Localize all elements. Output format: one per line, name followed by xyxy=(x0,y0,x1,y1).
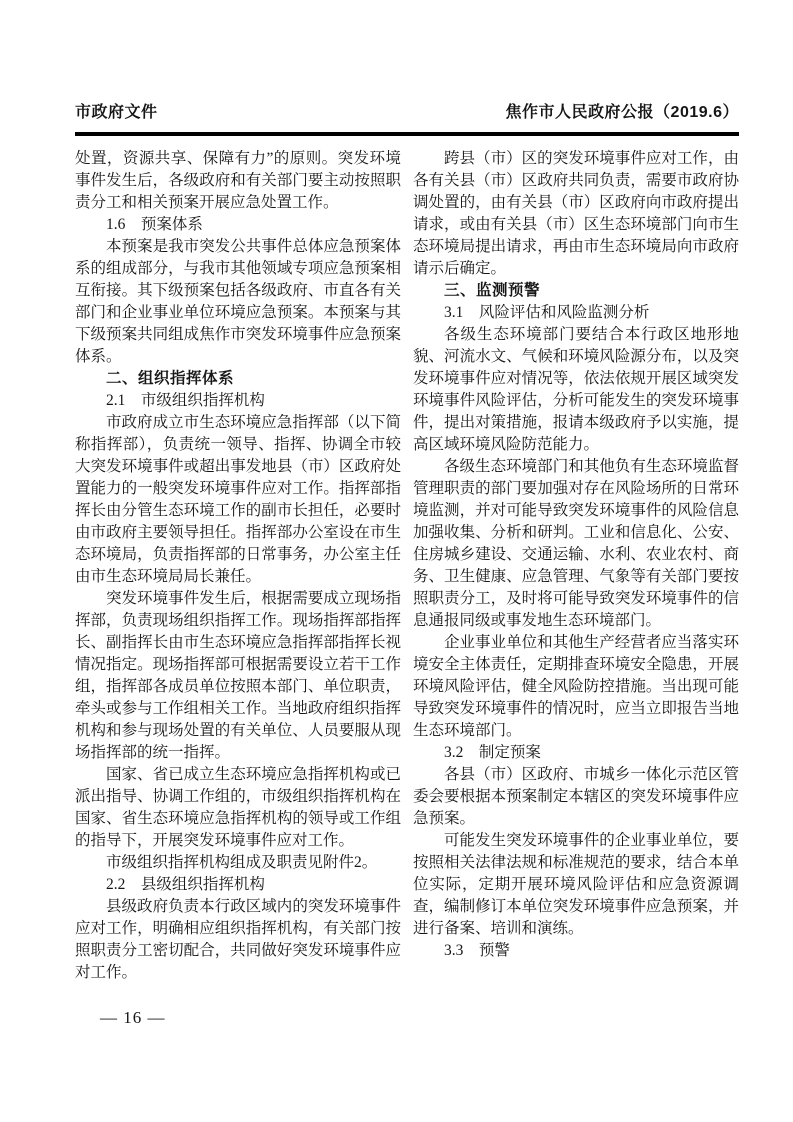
right-column xyxy=(413,148,739,962)
paragraph: 本预案是我市突发公共事件总体应急预案体系的组成部分，与我市其他领域专项应急预案相互衔接。其下级预案包括各级政府、市直各有关部门和企业事业单位环境应急预案。本预案与其下级预案共同组成焦作市突发环境事件应急预案体系。 xyxy=(75,238,401,365)
paragraph: 处置，资源共享、保障有力”的原则。突发环境事件发生后，各级政府和有关部门要主动按照职责分工和相关预案开展应急处置工作。 xyxy=(75,150,401,211)
paragraph: 市级组织指挥机构组成及职责见附件2。 xyxy=(106,854,378,871)
header-left-title: 市政府文件 xyxy=(75,104,158,121)
paragraph: 市政府成立市生态环境应急指挥部（以下简称指挥部），负责统一领导、指挥、协调全市较大突发环境事件或超出事发地县（市）区政府处置能力的一般突发环境事件应对工作。指挥部指挥长由分管生态环境工作的副市长担任，必要时由市政府主要领导担任。指挥部办公室设在市生态环境局，负责指挥部的日常事务，办公室主任由市生态环境局局长兼任。 xyxy=(75,414,401,585)
section-heading: 三、监测预警 xyxy=(444,282,541,299)
sub-heading: 1.6 预案体系 xyxy=(106,216,203,233)
header-divider xyxy=(75,132,739,136)
paragraph: 国家、省已成立生态环境应急指挥机构或已派出指导、协调工作组的，市级组织指挥机构在国家、省生态环境应急指挥机构的领导或工作组的指导下，开展突发环境事件应对工作。 xyxy=(75,766,401,849)
paragraph: 可能发生突发环境事件的企业事业单位，要按照相关法律法规和标准规范的要求，结合本单位实际，定期开展环境风险评估和应急资源调查，编制修订本单位突发环境事件应急预案，并进行备案、培训和演练。 xyxy=(413,832,739,937)
sub-heading: 2.1 市级组织指挥机构 xyxy=(106,392,265,409)
section-heading: 二、组织指挥体系 xyxy=(106,370,235,387)
page-number: — 16 — xyxy=(100,1008,166,1027)
paragraph: 县级政府负责本行政区域内的突发环境事件应对工作，明确相应组织指挥机构，有关部门按照职责分工密切配合，共同做好突发环境事件应对工作。 xyxy=(75,898,401,981)
sub-heading: 2.2 县级组织指挥机构 xyxy=(106,876,265,893)
page-header xyxy=(75,103,739,122)
paragraph: 跨县（市）区的突发环境事件应对工作，由各有关县（市）区政府共同负责，需要市政府协调处置的，由有关县（市）区政府向市政府提出请求，或由有关县（市）区生态环境部门向市生态环境局提出请求，再由市生态环境局向市政府请示后确定。 xyxy=(413,150,739,277)
paragraph: 各级生态环境部门和其他负有生态环境监督管理职责的部门要加强对存在风险场所的日常环境监测，并对可能导致突发环境事件的风险信息加强收集、分析和研判。工业和信息化、公安、住房城乡建设、交通运输、水利、农业农村、商务、卫生健康、应急管理、气象等有关部门要按照职责分工，及时将可能导致突发环境事件的信息通报同级或事发地生态环境部门。 xyxy=(413,458,739,629)
sub-heading: 3.3 预警 xyxy=(444,942,510,959)
sub-heading: 3.1 风险评估和风险监测分析 xyxy=(444,304,650,321)
left-column xyxy=(75,148,401,984)
header-right-title: 焦作市人民政府公报（2019.6） xyxy=(505,104,739,121)
paragraph: 突发环境事件发生后，根据需要成立现场指挥部，负责现场组织指挥工作。现场指挥部指挥长、副指挥长由市生态环境应急指挥部指挥长视情况指定。现场指挥部可根据需要设立若干工作组，指挥部各成员单位按照本部门、单位职责，牵头或参与工作组相关工作。当地政府组织指挥机构和参与现场处置的有关单位、人员要服从现场指挥部的统一指挥。 xyxy=(75,590,401,761)
paragraph: 企业事业单位和其他生产经营者应当落实环境安全主体责任，定期排查环境安全隐患，开展环境风险评估，健全风险防控措施。当出现可能导致突发环境事件的情况时，应当立即报告当地生态环境部门。 xyxy=(413,634,739,739)
paragraph: 各级生态环境部门要结合本行政区地形地貌、河流水文、气候和环境风险源分布，以及突发环境事件应对情况等，依法依规开展区域突发环境事件风险评估，分析可能发生的突发环境事件，提出对策措施，报请本级政府予以实施，提高区域环境风险防范能力。 xyxy=(413,326,739,453)
sub-heading: 3.2 制定预案 xyxy=(444,744,541,761)
paragraph: 各县（市）区政府、市城乡一体化示范区管委会要根据本预案制定本辖区的突发环境事件应急预案。 xyxy=(413,766,739,827)
